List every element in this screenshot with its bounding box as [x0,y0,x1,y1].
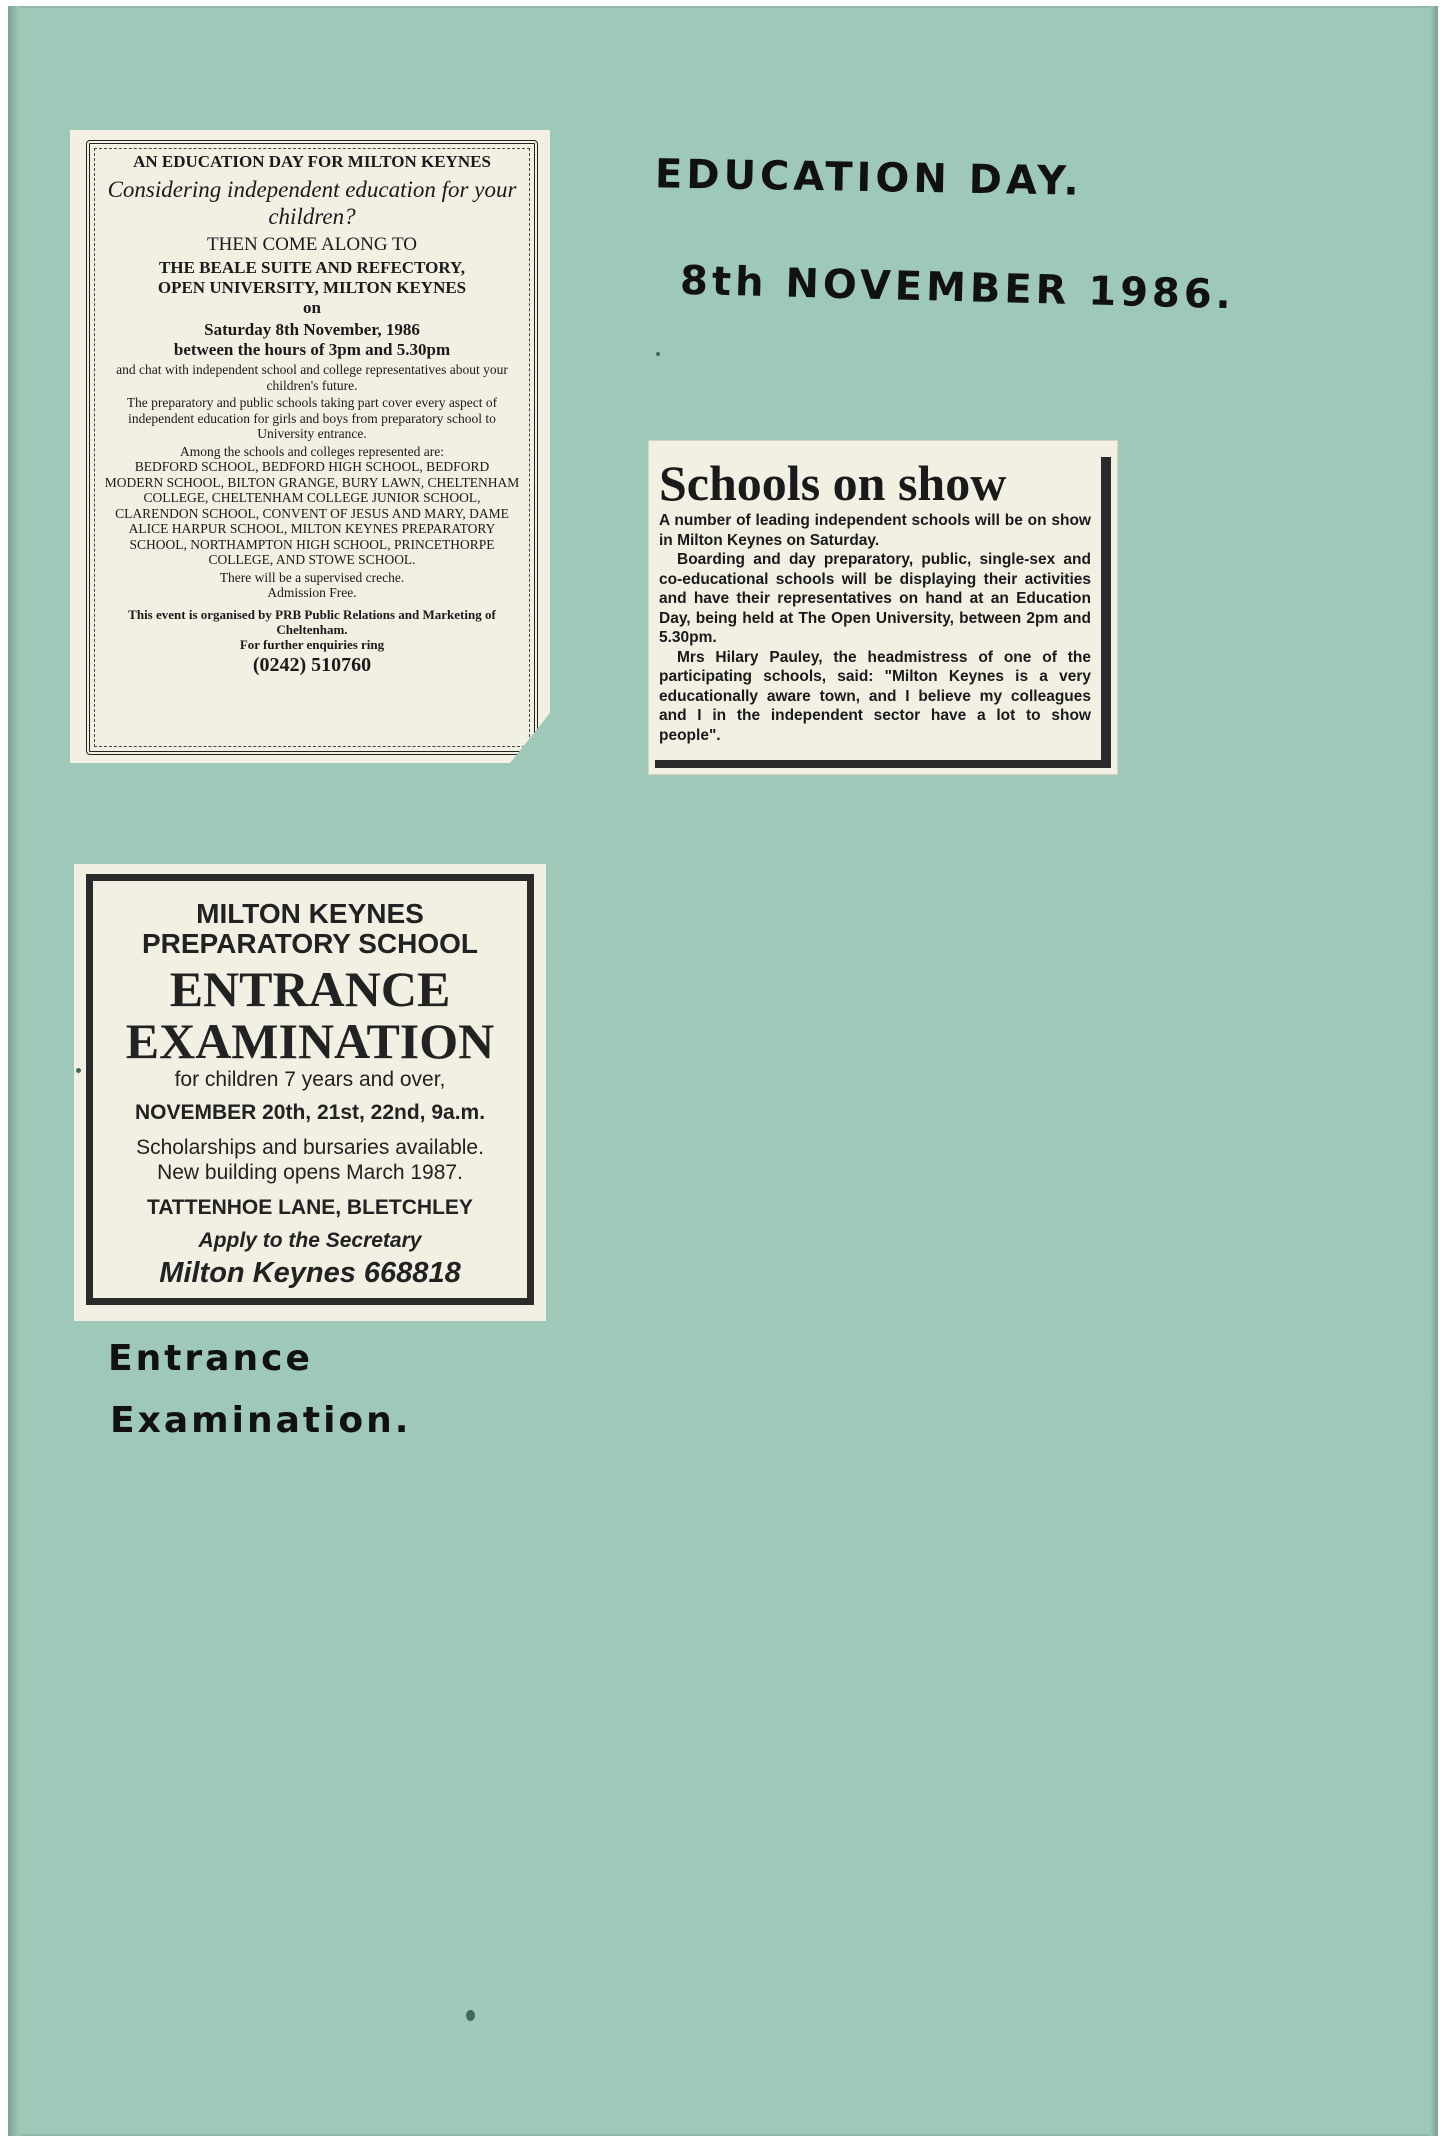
exam-dates: NOVEMBER 20th, 21st, 22nd, 9a.m. [134,1101,486,1124]
handwritten-examination: Examination. [110,1400,412,1441]
page-edge [1430,6,1438,2136]
exam-title-line2: EXAMINATION [125,1013,495,1069]
schools-on-show-frame [655,457,1111,768]
exam-school-line1: MILTON KEYNES [196,898,424,929]
exam-school-line2: PREPARATORY SCHOOL [141,928,479,959]
entrance-exam-advert [74,864,546,1321]
schools-on-show-headline: Schools on show [659,455,1007,511]
exam-apply: Apply to the Secretary [198,1229,422,1252]
advert-date: Saturday 8th November, 1986 [204,320,420,339]
exam-scholarships: Scholarships and bursaries available. [136,1136,484,1159]
exam-school-name [93,899,527,959]
advert-phone: (0242) 510760 [252,653,372,676]
advert-venue-line2: OPEN UNIVERSITY, MILTON KEYNES [157,278,467,297]
advert-among: Among the schools and colleges represented are: [180,443,444,459]
advert-on: on [303,298,321,317]
advert-enquiries: For further enquiries ring [239,636,385,652]
advert-admission: Admission Free. [267,585,357,600]
exam-phone: Milton Keynes 668818 [159,1257,461,1289]
handwritten-entrance: Entrance [108,1338,313,1379]
exam-building: New building opens March 1987. [157,1161,463,1184]
entrance-exam-border [86,874,534,1305]
schools-on-show-para2: Boarding and day preparatory, public, single-sex and co-educational schools will be displaying their activities and have their representatives on hand at an Education Day, being held at The Open University, between 2pm and 5.30pm. [659,551,1091,646]
advert-hours: between the hours of 3pm and 5.30pm [173,340,451,359]
exam-title-line1: ENTRANCE [169,961,451,1017]
schools-on-show-clipping [648,440,1118,775]
advert-coverage: The preparatory and public schools taking part cover every aspect of independent education for girls and boys from preparatory school to University entrance. [126,395,498,441]
education-day-advert [70,130,550,763]
exam-address: TATTENHOE LANE, BLETCHLEY [147,1196,473,1219]
paper-speck [656,352,660,356]
advert-creche: There will be a supervised creche. [219,569,405,585]
advert-invite: THEN COME ALONG TO [207,234,417,255]
advert-chat: and chat with independent school and college representatives about your children's future. [116,362,508,393]
handwritten-title: EDUCATION DAY. [654,151,1084,205]
advert-border [86,140,538,755]
exam-eligibility: for children 7 years and over, [174,1068,446,1091]
handwritten-date: 8th NOVEMBER 1986. [679,257,1236,319]
advert-schools-list: BEDFORD SCHOOL, BEDFORD HIGH SCHOOL, BEDFORD MODERN SCHOOL, BILTON GRANGE, BURY LAWN, CHELTENHAM COLLEGE, CHELTENHAM COLLEGE JUNIOR SCHOOL, CLARENDON SCHOOL, CONVENT OF JESUS AND MARY, DAME ALICE HARPUR SCHOOL, MILTON KEYNES PREPARATORY SCHOOL, NORTHAMPTON HIGH SCHOOL, PRINCETHORPE COLLEGE, AND STOWE SCHOOL. [104,459,520,567]
schools-on-show-para1: A number of leading independent schools will be on show in Milton Keynes on Saturday. [659,512,1091,549]
paper-speck [76,1068,81,1073]
advert-venue-line1: THE BEALE SUITE AND REFECTORY, [159,258,465,277]
advert-heading: AN EDUCATION DAY FOR MILTON KEYNES [133,152,491,171]
paper-speck [466,2010,475,2021]
schools-on-show-para3: Mrs Hilary Pauley, the headmistress of one of the participating schools, said: "Milton Keynes is a very educationally aware town, and I believe my colleagues and I in the independent sector have a lot to show people". [659,648,1091,744]
advert-organiser: This event is organised by PRB Public Relations and Marketing of Cheltenham. [128,606,496,637]
advert-question: Considering independent education for your children? [107,177,517,229]
